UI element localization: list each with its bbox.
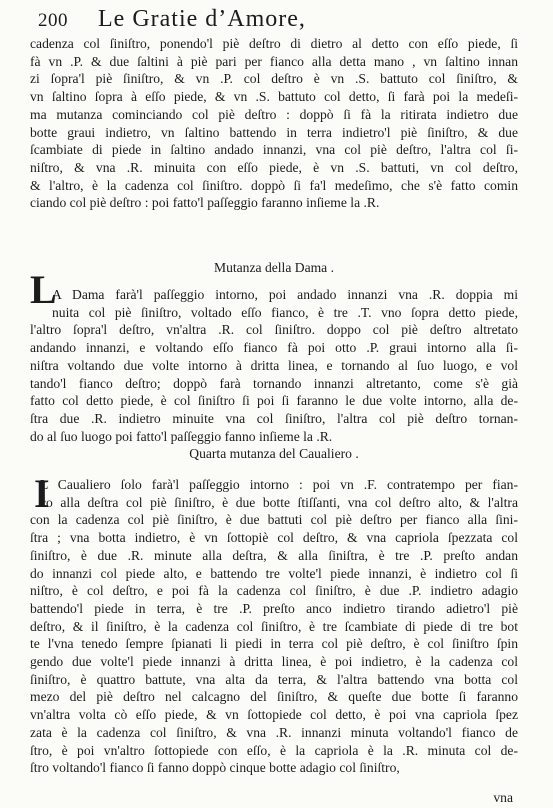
text-line: do innanzi col piede alto, e battendo tre volte'l piede innanzi, è indietro col ſi <box>30 565 518 581</box>
text-line: ſtra ; vna botta indietro, è vn ſottopiè col deſtro, & vna capriola ſpezzata col <box>30 530 518 546</box>
text-line: ſiniſtro, è due .R. minute alla deſtra, & alla ſiniſtra, è tre .P. preſto andan <box>30 547 518 563</box>
text-line: gendo due volte'l piede innanzi à dritta linea, è poi indietro, è la cadenza col <box>30 654 518 670</box>
text-line: ſtro, è poi vn'altro ſottopiede con eſſo, è la capriola è la .R. minuta col de- <box>30 742 518 758</box>
text-line: mezo del piè deſtro nel calcagno del ſiniſtro, & queſte due botte ſi faranno <box>30 689 518 705</box>
text-line: niſtra voltando due volte intorno à dritta linea, e tornando al ſuo luogo, e vol <box>30 357 518 373</box>
text-line: battendo'l piede in terra, è tre .P. preſto anco indietro tirando adietro'l piè <box>30 600 518 616</box>
text-line: ſiniſtro, è quattro battute, vna alta da terra, & l'altra battendo vna botta col <box>30 671 518 687</box>
text-line: niſtro, & vna .R. minuita con eſſo piede, è vn .S. battuti, vn col deſtro, <box>30 159 518 175</box>
text-line: te l'vna tenedo ſempre ſpianati li piedi in terra col piè deſtro, è col ſiniſtro ſpin <box>30 636 518 652</box>
text-line: andando innanzi, e voltando eſſo fianco fà poi otto .P. graui intorno alla ſi- <box>30 340 518 356</box>
text-line: nuita col piè ſiniſtro, voltado eſſo fianco, è tre .T. vno ſopra detto piede, <box>52 304 518 320</box>
text-line: ma mutanza cominciando col piè deſtro : doppò ſi fà la ritirata indietro due <box>30 106 518 122</box>
text-line: ſtro voltando'l fianco ſi fanno doppò cinque botte adagio col ſiniſtro, <box>30 760 400 776</box>
text-line: co alla deſtra col piè ſiniſtro, è due botte ſtiſſanti, vna col deſtro alto, & l'altra <box>40 494 518 510</box>
page-header <box>38 6 523 38</box>
paragraph-cavaliero <box>30 471 518 777</box>
text-line: & l'altro, è la cadenza col ſiniſtro. doppò ſi fa'l medeſimo, che s'è fatto comin <box>30 177 518 193</box>
drop-cap: L <box>30 267 57 312</box>
section-heading-cavaliero: Quarta mutanza del Caualiero . <box>189 446 359 461</box>
text-line: ſtra due .R. indietro minuite vna col ſiniſtro, l'altra col piè deſtro tornan- <box>30 410 518 426</box>
text-line: deſtro, & il ſiniſtro, è la cadenza col ſiniſtro, è tre ſcambiate di piede di tre bot <box>30 618 518 634</box>
text-line: botte graui indietro, vn ſaltino battendo in terra indietro'l piè ſiniſtro, & due <box>30 124 518 140</box>
text-line: vn ſaltino ſopra à eſſo piede, & vn .S. battuto col detto, ſi farà poi la medeſi- <box>30 89 518 105</box>
text-line: fà vn .P. & due ſaltini à piè pari per fianco alla detta mano , vn ſaltino innan <box>30 53 518 69</box>
text-line: L Caualiero ſolo farà'l paſſeggio intorno : poi vn .F. contratempo per fian- <box>40 477 518 492</box>
text-line: con la cadenza col piè ſiniſtro, è due battuti col piè deſtro per fianco alla ſini- <box>30 512 518 528</box>
drop-cap: I <box>34 471 50 516</box>
paragraph-dama <box>30 286 518 445</box>
page-number: 200 <box>38 10 68 31</box>
catchword: vna <box>493 790 513 805</box>
text-line: tando'l fianco deſtro; doppò farà tornando innanzi altretanto, come s'è già <box>30 375 518 391</box>
text-line: zi ſopra'l piè ſiniſtro, & vn .P. col deſtro è vn .S. battuto col ſiniſtro, & <box>30 71 518 87</box>
text-line: fatto col detto piede, è col ſiniſtro ſi poi ſi faranno le due volte intorno, alla de- <box>30 393 518 409</box>
section-heading-dama: Mutanza della Dama . <box>213 260 335 275</box>
text-line: do al ſuo luogo poi fatto'l paſſeggio fanno inſieme la .R. <box>30 428 333 444</box>
paragraph-continuation <box>30 35 518 212</box>
text-line: cadenza col ſiniſtro, ponendo'l piè deſtro di dietro al detto con eſſo piede, ſi <box>30 36 518 51</box>
text-line: zata è la cadenza col ſiniſtro, & vna .R. innanzi minuta voltando'l fianco de <box>30 724 518 740</box>
text-line: vn'altra volta cò eſſo piede, & vn ſottopiede col detto, è poi vna capriola ſpez <box>30 707 518 723</box>
text-line: A Dama farà'l paſſeggio intorno, poi andado innanzi vna .R. doppia mi <box>52 287 518 302</box>
text-line: ſcambiate di piede in ſaltino andado innanzi, vna col piè deſtro, l'altra col ſi- <box>30 142 518 158</box>
running-title: Le Gratie d’Amore, <box>98 6 306 32</box>
text-line: l'altro ſopra'l deſtro, vn'altra .R. col ſiniſtro. doppo col piè deſtro altretato <box>30 322 518 338</box>
text-line: niſtro, è col deſtro, e poi fà la cadenza col ſiniſtro, è due .P. indietro adagio <box>30 583 518 599</box>
text-line: ciando col piè deſtro : poi fatto'l paſſeggio faranno inſieme la .R. <box>30 195 380 211</box>
